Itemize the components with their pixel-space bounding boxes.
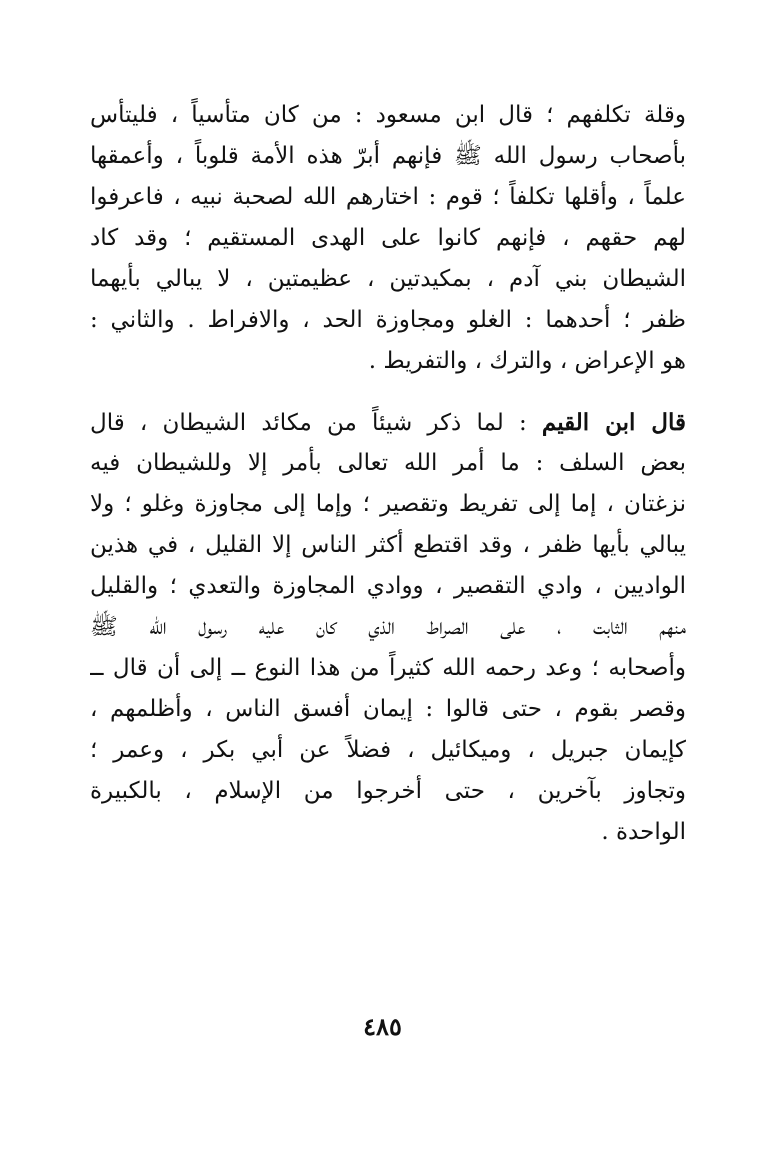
paragraph-2-line: نزغتان ، إما إلى تفريط وتقصير ؛ وإما إلى مجاوزة وغلو ؛ ولا — [90, 491, 686, 517]
paragraph-2-line: وقصر بقوم ، حتى قالوا : إيمان أفسق الناس ، وأظلمهم ، — [90, 696, 686, 722]
paragraph-1-line: ظفر ؛ أحدهما : الغلو ومجاوزة الحد ، والافراط . والثاني : — [90, 307, 686, 333]
page-number: ٤٨٥ — [363, 1012, 402, 1041]
paragraph-2-first-line-text: : لما ذكر شيئاً من مكائد الشيطان ، قال — [90, 410, 542, 436]
paragraph-1 — [90, 95, 686, 382]
paragraph-2-line: الواحدة . — [601, 819, 686, 845]
paragraph-2-line: بعض السلف : ما أمر الله تعالى بأمر إلا وللشيطان فيه — [90, 450, 686, 476]
paragraph-1-line: هو الإعراض ، والترك ، والتفريط . — [368, 348, 686, 374]
paragraph-2-line: وأصحابه ؛ وعد رحمه الله كثيراً من هذا النوع ــ إلى أن قال ــ — [90, 655, 686, 681]
paragraph-1-line: لهم حقهم ، فإنهم كانوا على الهدى المستقيم ؛ وقد كاد — [90, 225, 686, 251]
paragraph-2-line: كإيمان جبريل ، وميكائيل ، فضلاً عن أبي بكر ، وعمر ؛ — [90, 737, 686, 763]
paragraph-2-line: وتجاوز بآخرين ، حتى أخرجوا من الإسلام ، بالكبيرة — [90, 778, 686, 804]
paragraph-2-line: منهم الثابت ، على الصراط الذي كان عليه رسول الله ﷺ — [90, 614, 686, 640]
quote-source-heading: قال ابن القيم — [541, 409, 686, 436]
paragraph-1-line: بأصحاب رسول الله ﷺ فإنهم أبرّ هذه الأمة قلوباً ، وأعمقها — [90, 143, 686, 169]
paragraph-1-line: وقلة تكلفهم ؛ قال ابن مسعود : من كان متأسياً ، فليتأس — [90, 102, 686, 128]
paragraph-2-first-line — [90, 402, 686, 443]
paragraph-2-line: يبالي بأيها ظفر ، وقد اقتطع أكثر الناس إلا القليل ، في هذين — [90, 532, 686, 558]
paragraph-1-line: علماً ، وأقلها تكلفاً ؛ قوم : اختارهم الله لصحبة نبيه ، فاعرفوا — [90, 184, 686, 210]
paragraph-2 — [90, 402, 686, 853]
paragraph-2-line: الواديين ، وادي التقصير ، ووادي المجاوزة والتعدي ؛ والقليل — [90, 573, 686, 599]
paragraph-1-line: الشيطان بني آدم ، بمكيدتين ، عظيمتين ، لا يبالي بأيهما — [90, 266, 686, 292]
